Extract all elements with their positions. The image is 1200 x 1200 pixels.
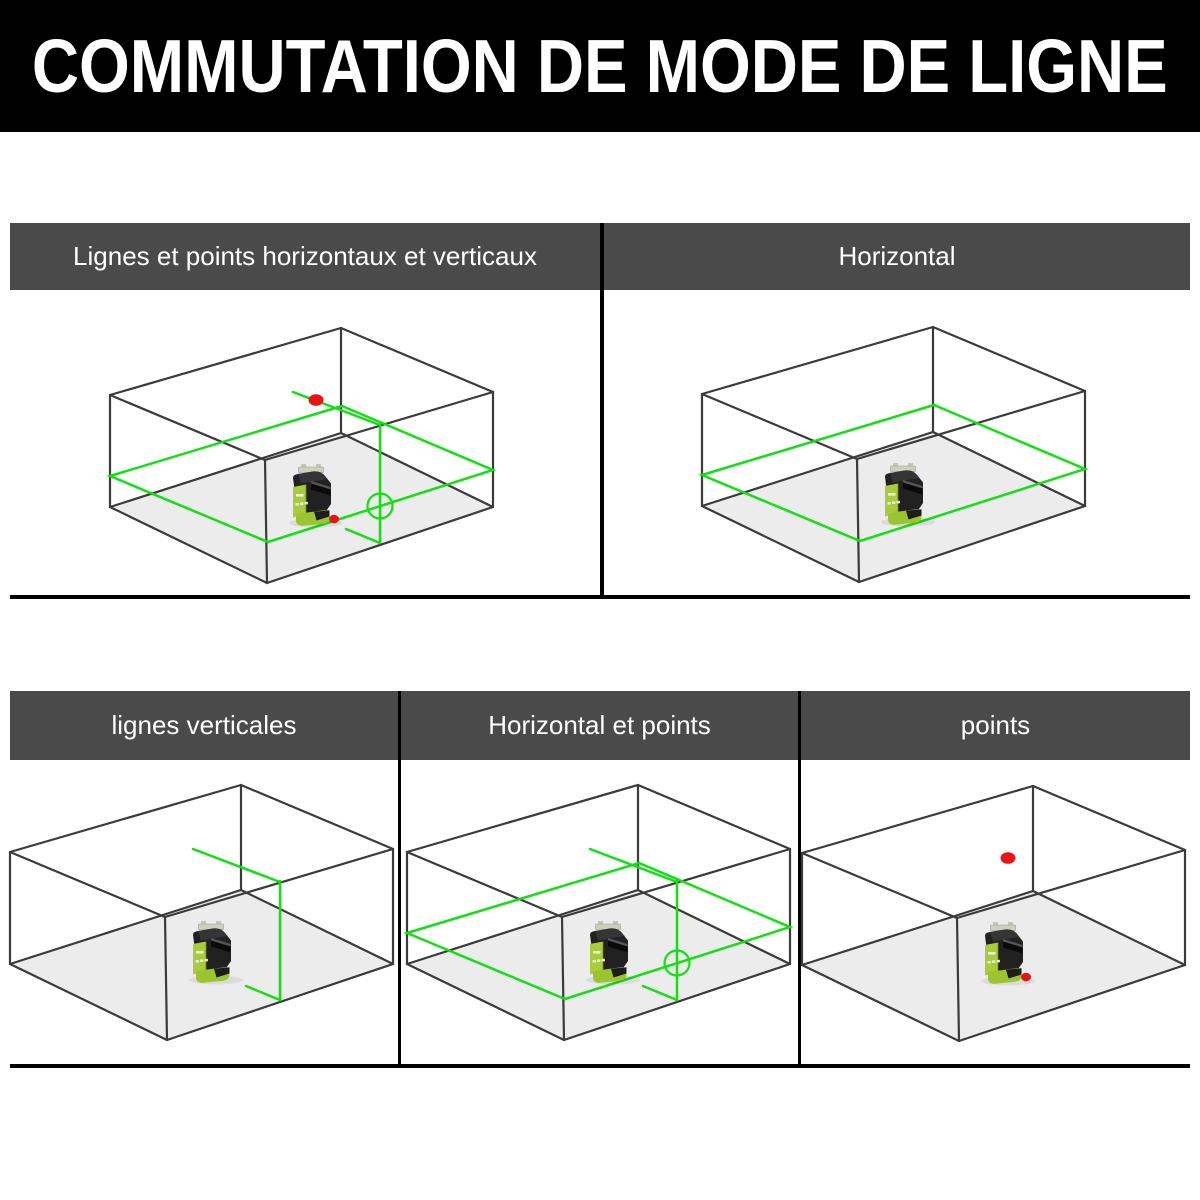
panel-header-horizontal: Horizontal (604, 223, 1190, 290)
device-logo (296, 494, 304, 497)
room-scene-lignes-verticales (0, 781, 400, 1049)
vertical-laser-ceiling-segment (193, 849, 280, 882)
plumb-dot-up (309, 394, 324, 406)
vertical-laser-ceiling-segment (590, 849, 677, 882)
plumb-dot-down (329, 515, 339, 524)
device-side-panel (985, 943, 998, 976)
device-logo (593, 951, 601, 954)
panel-header-points: points (801, 691, 1190, 760)
room-scene-horizontal (692, 323, 1092, 591)
room-scene-points (792, 782, 1192, 1050)
bottom-row-bottom-rule (10, 1064, 1190, 1068)
device-logo (988, 952, 996, 955)
plumb-dot-down (1021, 973, 1031, 982)
top-row-bottom-rule (10, 595, 1190, 599)
panel-header-lignes-points-h-v: Lignes et points horizontaux et verticaux (10, 223, 600, 290)
room-scene-lignes-points-h-v (100, 324, 500, 592)
device-logo (196, 951, 204, 954)
plumb-dot-up (1001, 852, 1016, 864)
device-logo (888, 493, 896, 496)
room-scene-horizontal-et-points (397, 781, 797, 1049)
panel-header-horizontal-et-points: Horizontal et points (401, 691, 798, 760)
device-side-panel (193, 942, 206, 975)
device-side-panel (590, 942, 603, 975)
title-bar (0, 0, 1200, 132)
device-side-panel (293, 485, 306, 518)
panel-header-lignes-verticales: lignes verticales (10, 691, 398, 760)
page-title: COMMUTATION DE MODE DE LIGNE (32, 24, 1168, 108)
vertical-laser-ceiling-segment (293, 392, 380, 425)
device-side-panel (885, 484, 898, 517)
